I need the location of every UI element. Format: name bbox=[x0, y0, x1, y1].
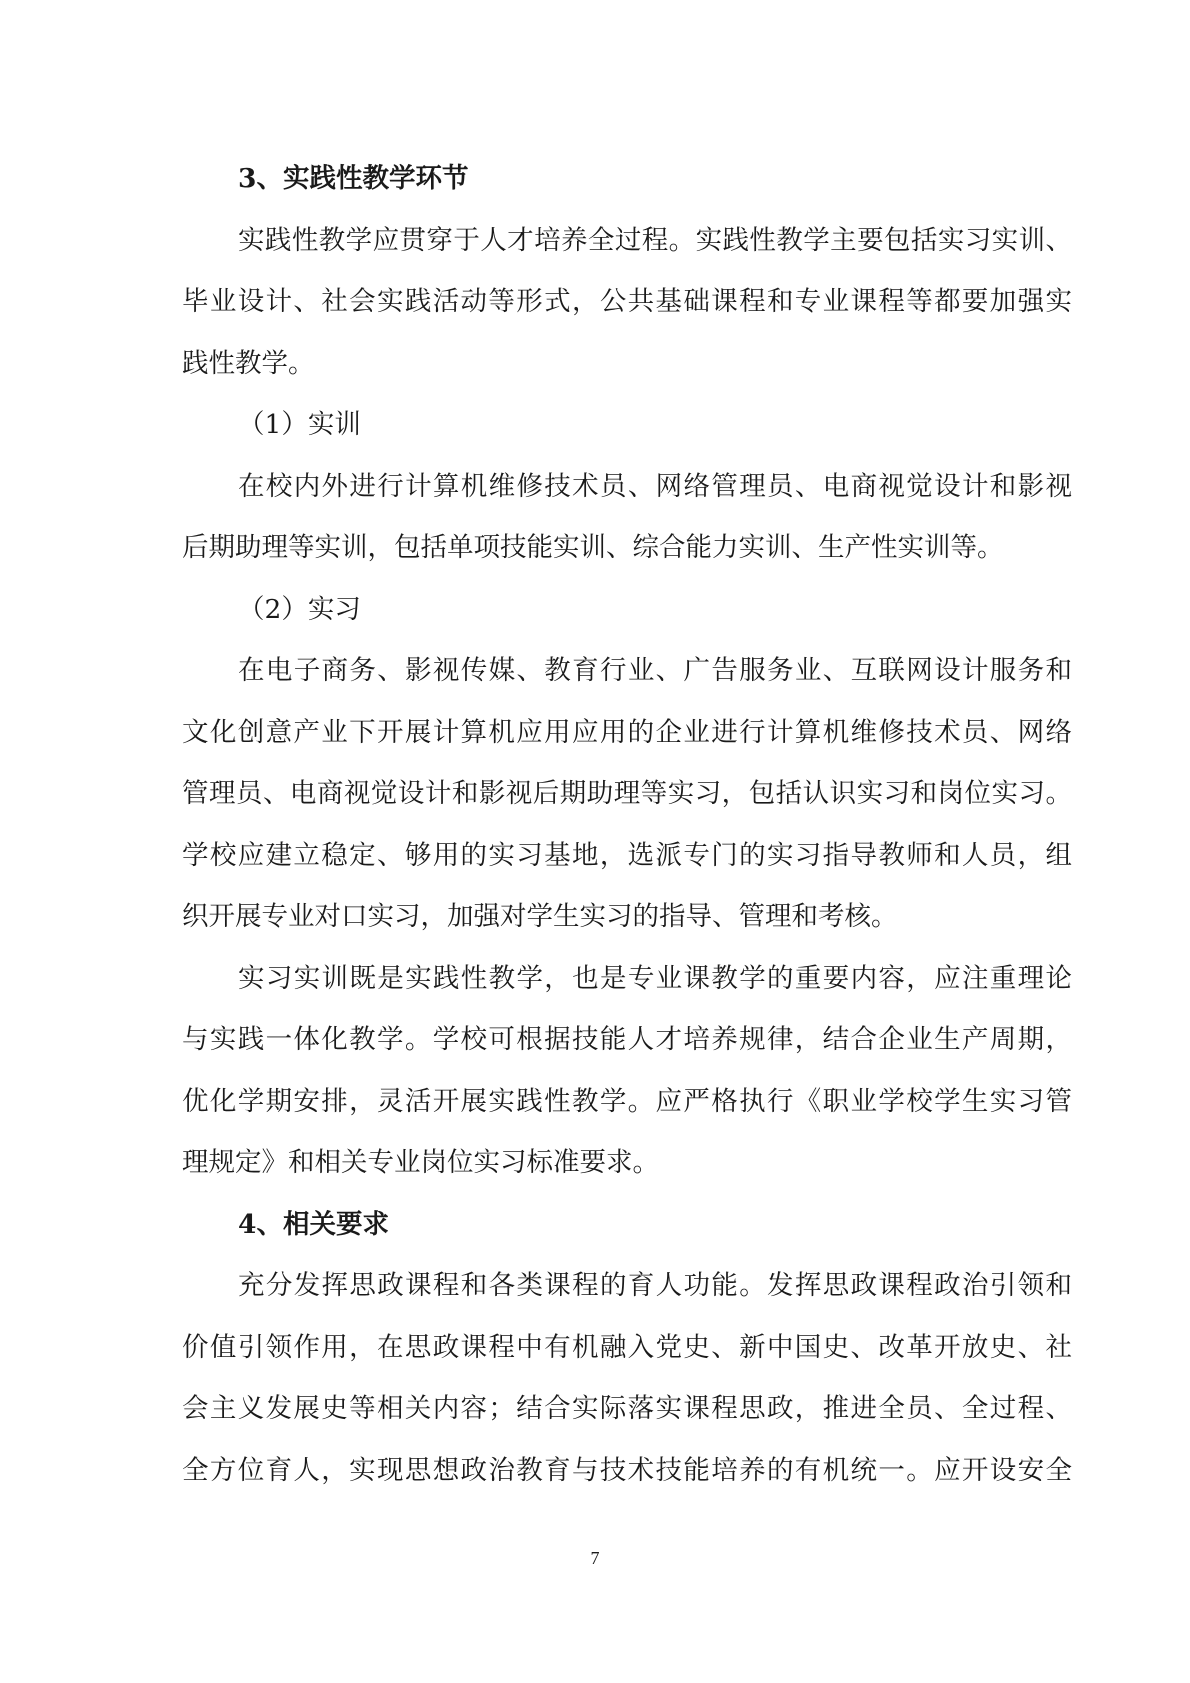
paragraph-line: 理规定》和相关专业岗位实习标准要求。 bbox=[182, 1147, 659, 1178]
paragraph-line: 会主义发展史等相关内容；结合实际落实课程思政，推进全员、全过程、 bbox=[182, 1393, 1072, 1424]
paragraph-line: 践性教学。 bbox=[182, 347, 315, 379]
paragraph-line: 管理员、电商视觉设计和影视后期助理等实习，包括认识实习和岗位实习。 bbox=[182, 778, 1072, 809]
paragraph-line: 全方位育人，实现思想政治教育与技术技能培养的有机统一。应开设安全 bbox=[182, 1454, 1072, 1486]
paragraph-line: 与实践一体化教学。学校可根据技能人才培养规律，结合企业生产周期， bbox=[182, 1024, 1072, 1055]
section-heading: 4、相关要求 bbox=[238, 1208, 389, 1240]
paragraph-line: 文化创意产业下开展计算机应用应用的企业进行计算机维修技术员、网络 bbox=[182, 716, 1072, 748]
page-number: 7 bbox=[590, 1548, 600, 1568]
paragraph-line: 在校内外进行计算机维修技术员、网络管理员、电商视觉设计和影视 bbox=[238, 470, 1072, 502]
paragraph-line: 织开展专业对口实习，加强对学生实习的指导、管理和考核。 bbox=[182, 901, 898, 932]
paragraph-line: 实践性教学应贯穿于人才培养全过程。实践性教学主要包括实习实训、 bbox=[238, 224, 1072, 256]
paragraph-line: 毕业设计、社会实践活动等形式，公共基础课程和专业课程等都要加强实 bbox=[182, 286, 1072, 317]
paragraph-line: （1）实训 bbox=[238, 409, 361, 440]
paragraph-line: 后期助理等实训，包括单项技能实训、综合能力实训、生产性实训等。 bbox=[182, 532, 1004, 563]
paragraph-line: 价值引领作用，在思政课程中有机融入党史、新中国史、改革开放史、社 bbox=[182, 1331, 1072, 1363]
section-heading: 3、实践性教学环节 bbox=[238, 163, 469, 194]
paragraph-line: 学校应建立稳定、够用的实习基地，选派专门的实习指导教师和人员，组 bbox=[182, 839, 1072, 871]
paragraph-line: 在电子商务、影视传媒、教育行业、广告服务业、互联网设计服务和 bbox=[238, 655, 1072, 686]
paragraph-line: 实习实训既是实践性教学，也是专业课教学的重要内容，应注重理论 bbox=[238, 962, 1072, 994]
paragraph-line: 充分发挥思政课程和各类课程的育人功能。发挥思政课程政治引领和 bbox=[238, 1270, 1072, 1301]
paragraph-line: 优化学期安排，灵活开展实践性教学。应严格执行《职业学校学生实习管 bbox=[182, 1085, 1072, 1117]
paragraph-line: （2）实习 bbox=[238, 593, 361, 625]
document-body bbox=[182, 148, 1072, 1501]
